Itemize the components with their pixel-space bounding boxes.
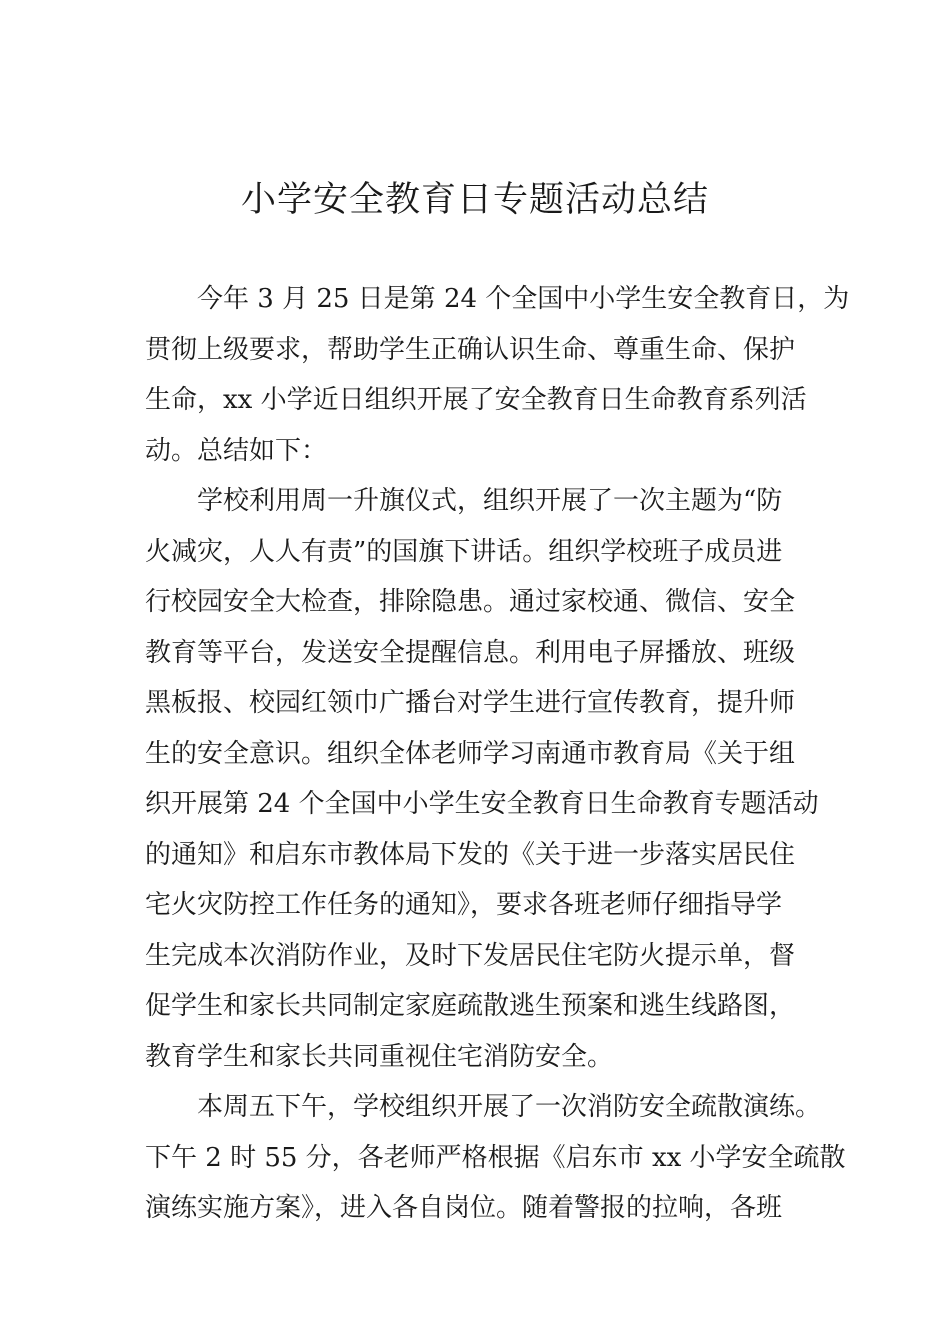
document-body (145, 274, 850, 1234)
text-line: 贯彻上级要求，帮助学生正确认识生命、尊重生命、保护 (145, 334, 796, 365)
text-line: 本周五下午，学校组织开展了一次消防安全疏散演练。 (197, 1092, 822, 1122)
text-line: 火减灾，人人有责”的国旗下讲话。组织学校班子成员进 (145, 536, 783, 567)
text-line: 生完成本次消防作业，及时下发居民住宅防火提示单，督 (145, 940, 796, 971)
text-line: 织开展第 24 个全国中小学生安全教育日生命教育专题活动 (145, 789, 819, 819)
text-line: 教育学生和家长共同重视住宅消防安全。 (145, 1041, 614, 1072)
text-line: 黑板报、校园红领巾广播台对学生进行宣传教育，提升师 (145, 688, 796, 718)
text-line: 生的安全意识。组织全体老师学习南通市教育局《关于组 (145, 738, 796, 769)
text-line: 教育等平台，发送安全提醒信息。利用电子屏播放、班级 (145, 637, 796, 668)
text-line: 生命，xx 小学近日组织开展了安全教育日生命教育系列活 (145, 385, 807, 415)
text-line: 行校园安全大检查，排除隐患。通过家校通、微信、安全 (145, 587, 796, 617)
text-line: 演练实施方案》，进入各自岗位。随着警报的拉响，各班 (145, 1193, 783, 1223)
text-line: 动。总结如下： (145, 435, 328, 466)
document-title: 小学安全教育日专题活动总结 (240, 180, 709, 220)
text-line: 促学生和家长共同制定家庭疏散逃生预案和逃生线路图， (145, 991, 796, 1021)
text-line: 下午 2 时 55 分，各老师严格根据《启东市 xx 小学安全疏散 (145, 1142, 846, 1173)
text-line: 宅火灾防控工作任务的通知》，要求各班老师仔细指导学 (145, 890, 783, 920)
text-line: 的通知》和启东市教体局下发的《关于进一步落实居民住 (145, 839, 796, 870)
text-line: 学校利用周一升旗仪式，组织开展了一次主题为“防 (197, 486, 783, 516)
text-line: 今年 3 月 25 日是第 24 个全国中小学生安全教育日，为 (197, 284, 850, 314)
